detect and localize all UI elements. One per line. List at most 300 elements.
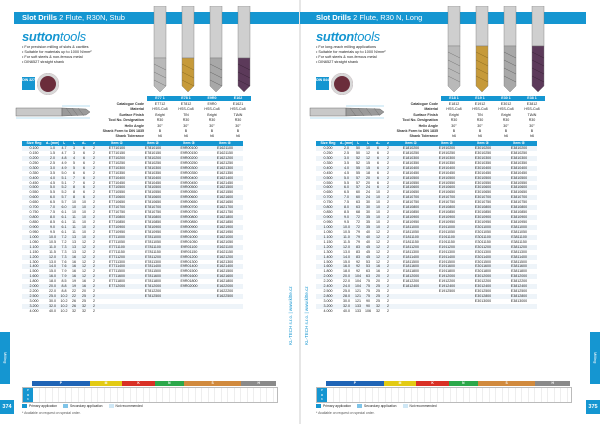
- table-cell: 10: [82, 234, 86, 239]
- spec-cell: R30: [502, 118, 510, 123]
- table-cell: 2: [93, 185, 95, 190]
- table-cell: 1.300: [29, 259, 39, 264]
- table-cell: E7710500: [108, 185, 126, 190]
- table-cell: 35: [366, 215, 370, 220]
- table-cell: 30.0: [343, 299, 350, 303]
- table-cell: E3011050: [474, 229, 492, 234]
- table-cell: 0.450: [323, 170, 333, 175]
- table-cell: 32: [376, 308, 380, 313]
- table-cell: 20.0: [343, 274, 350, 279]
- table-cell: E9R00200: [180, 155, 198, 160]
- table-cell: E1621050: [216, 239, 234, 244]
- table-cell: 6: [83, 155, 85, 160]
- table-cell: 2: [387, 294, 389, 299]
- tool-tialn-icon: [528, 6, 548, 92]
- table-cell: 12: [82, 259, 86, 264]
- table-cell: E9R00850: [180, 220, 198, 224]
- table-header-cell: l₂: [72, 141, 76, 145]
- table-cell: 2: [93, 175, 95, 180]
- table-cell: 1.300: [323, 249, 333, 254]
- table-cell: E7811800: [144, 279, 162, 284]
- table-header-cell: l₂: [366, 141, 370, 145]
- table-header-cell: l₁: [356, 141, 360, 145]
- table-cell: 40: [366, 234, 370, 239]
- spec-cell: E1912: [474, 102, 486, 107]
- table-header-cell: z: [387, 141, 389, 145]
- table-cell: 5.1: [61, 175, 67, 180]
- spec-cell: TiN: [477, 112, 483, 117]
- table-cell: 0.450: [29, 180, 39, 185]
- table-cell: E7811500: [144, 269, 162, 274]
- table-cell: 7.2: [61, 234, 67, 239]
- table-cell: E9R00750: [180, 210, 198, 215]
- table-cell: E9R00400: [180, 175, 198, 180]
- table-cell: 22.0: [49, 289, 56, 294]
- application-key-swatch: [109, 404, 114, 408]
- table-cell: 6.5: [344, 190, 349, 195]
- table-cell: E3811150: [511, 239, 527, 244]
- table-cell: 25.0: [343, 289, 350, 294]
- table-cell: 18.0: [343, 269, 350, 274]
- table-cell: 0.500: [323, 175, 333, 180]
- table-cell: 6: [377, 170, 379, 175]
- tool-images: [150, 6, 254, 92]
- spec-cell: R30: [208, 118, 216, 123]
- table-header-cell: Item ③: [183, 141, 195, 145]
- spec-row: [84, 128, 251, 133]
- table-cell: E7811200: [144, 254, 162, 259]
- table-cell: 12: [376, 229, 380, 234]
- table-cell: E1621350: [216, 170, 234, 175]
- table-cell: 53: [366, 264, 370, 269]
- table-cell: [465, 309, 501, 314]
- table-cell: 8.8: [61, 289, 67, 294]
- tool-images: [444, 6, 548, 92]
- spec-cell: B: [184, 129, 188, 134]
- table-cell: 40.0: [343, 308, 350, 313]
- application-key-label: Not recommended: [115, 404, 143, 408]
- table-cell: 14.0: [343, 254, 350, 259]
- table-cell: 1.500: [29, 269, 39, 274]
- application-key-swatch: [403, 404, 408, 408]
- table-cell: 45: [366, 244, 370, 249]
- table-cell: 2.0: [50, 155, 55, 160]
- table-cell: E7711050: [108, 239, 126, 244]
- table-header-cell: Item ②: [147, 141, 159, 145]
- table-cell: E7810350: [144, 170, 162, 175]
- table-cell: E7811050: [144, 239, 162, 244]
- application-key-item: [109, 404, 143, 408]
- table-cell: 52: [356, 155, 360, 160]
- table-cell: 25.0: [49, 294, 56, 299]
- table-cell: E3010750: [474, 200, 492, 205]
- table-cell: 22.0: [343, 279, 350, 284]
- table-cell: E1621250: [216, 160, 234, 165]
- table-cell: E7810400: [144, 175, 162, 180]
- table-cell: 16: [72, 254, 76, 259]
- table-cell: 0.750: [29, 210, 39, 215]
- table-cell: 0.300: [29, 165, 39, 170]
- table-cell: 75: [366, 294, 370, 299]
- table-cell: E3011200: [474, 244, 492, 249]
- table-cell: E1621650: [216, 200, 234, 205]
- table-cell: E3812200: [510, 279, 528, 284]
- table-cell: 2: [93, 294, 95, 299]
- table-row: [316, 309, 537, 314]
- table-cell: E9R01050: [180, 239, 198, 244]
- table-cell: 18: [366, 170, 370, 175]
- table-cell: 2: [93, 239, 95, 244]
- spec-cell: E3812: [526, 102, 538, 107]
- table-cell: 4.7: [61, 150, 67, 155]
- table-cell: 8.0: [50, 215, 55, 220]
- drill-end-view-icon: [331, 73, 353, 95]
- table-cell: 35: [366, 224, 370, 229]
- table-cell: 75: [366, 279, 370, 284]
- table-cell: 121: [355, 299, 361, 303]
- legend-material-group: S: [184, 381, 242, 386]
- table-cell: 0.200: [323, 145, 333, 150]
- table-cell: 4.000: [29, 308, 39, 313]
- table-cell: E7812000: [144, 284, 162, 289]
- table-cell: E3810450: [510, 170, 528, 175]
- table-cell: 10: [376, 220, 380, 224]
- table-cell: E1910800: [438, 205, 456, 210]
- table-cell: E1910500: [438, 175, 456, 180]
- table-cell: E9R00250: [180, 160, 198, 165]
- table-cell: E1810400: [402, 165, 420, 170]
- table-cell: 10.2: [60, 303, 68, 308]
- table-cell: E3810850: [510, 210, 528, 215]
- table-cell: 2.200: [323, 279, 333, 284]
- spec-header-cell: E78 1: [173, 96, 199, 101]
- table-cell: 63: [366, 269, 370, 274]
- table-cell: E1621600: [216, 274, 234, 279]
- feature-item: • DIN6527 straight shank: [316, 60, 386, 65]
- table-cell: 12: [366, 150, 370, 155]
- table-cell: 1.150: [323, 239, 333, 244]
- spec-table: [84, 96, 251, 139]
- table-cell: E1911200: [438, 244, 456, 249]
- table-cell: 0.750: [323, 200, 333, 205]
- table-cell: 13: [72, 249, 76, 254]
- table-cell: 19: [72, 279, 76, 284]
- table-cell: 12: [376, 249, 380, 254]
- table-cell: 6: [83, 170, 85, 175]
- table-cell: E3010650: [474, 190, 492, 195]
- table-cell: 10.2: [60, 294, 68, 299]
- spec-cell: 30°: [183, 123, 189, 128]
- table-cell: 12: [82, 249, 86, 254]
- table-cell: 0.650: [323, 190, 333, 195]
- spec-cell: 30°: [209, 123, 215, 128]
- table-cell: 16: [72, 274, 76, 279]
- table-cell: 6.1: [61, 220, 67, 224]
- table-cell: 2: [387, 229, 389, 234]
- table-cell: 30.0: [49, 299, 56, 303]
- table-cell: 2: [93, 229, 95, 234]
- table-cell: E3810550: [510, 180, 528, 185]
- spec-cell: R30: [182, 118, 190, 123]
- spec-cell: E9R0: [207, 102, 217, 107]
- spec-table: [378, 96, 545, 139]
- spec-cell: E7712: [154, 102, 166, 107]
- feature-list: [22, 45, 92, 65]
- table-cell: E1910750: [438, 200, 456, 205]
- table-cell: 0.600: [323, 185, 333, 190]
- table-cell: 79: [356, 229, 360, 234]
- spec-header-cell: E9R0: [199, 96, 225, 101]
- table-cell: E1910400: [438, 165, 456, 170]
- spec-cell: 30°: [451, 123, 457, 128]
- table-cell: 11.5: [343, 239, 350, 244]
- table-cell: E9R01100: [180, 244, 198, 249]
- table-cell: E1621100: [216, 145, 234, 150]
- table-cell: E1912400: [438, 284, 456, 289]
- table-cell: E7810900: [144, 224, 162, 229]
- table-cell: 2.0: [344, 145, 349, 150]
- table-cell: 2: [387, 269, 389, 274]
- table-cell: 22: [72, 289, 76, 294]
- table-cell: 2: [387, 308, 389, 313]
- table-cell: 25: [376, 294, 380, 299]
- legend-spacer: [316, 381, 326, 386]
- table-cell: 8: [73, 185, 75, 190]
- table-cell: 19: [72, 284, 76, 289]
- table-cell: 2: [93, 200, 95, 205]
- table-cell: E1810850: [402, 210, 420, 215]
- table-header-cell: Item ④: [219, 141, 231, 145]
- table-header-cell: Item ②: [441, 141, 453, 145]
- table-cell: E3810600: [510, 185, 528, 190]
- spec-label: Surface Finish: [413, 112, 438, 117]
- table-cell: 7.6: [61, 259, 67, 264]
- table-cell: E1911000: [438, 224, 456, 229]
- table-cell: 7.0: [344, 195, 349, 200]
- table-cell: 63: [366, 274, 370, 279]
- spec-cell: B: [236, 129, 240, 134]
- table-cell: 22: [72, 294, 76, 299]
- spec-cell: h6: [236, 134, 240, 139]
- spec-label: Catalogue Code: [116, 102, 144, 107]
- table-cell: 2: [93, 249, 95, 254]
- table-cell: 60: [356, 190, 360, 195]
- spec-cell: 30°: [235, 123, 241, 128]
- table-cell: 2.000: [323, 274, 333, 279]
- table-cell: 26: [72, 303, 76, 308]
- table-cell: 0.100: [29, 145, 39, 150]
- table-cell: 8: [73, 195, 75, 200]
- table-cell: E3011000: [474, 224, 492, 229]
- spec-cell: TiAlN: [233, 112, 243, 117]
- page-right: [300, 0, 600, 424]
- spec-header-cell: E38 1: [519, 96, 545, 101]
- table-cell: E1811100: [403, 234, 419, 239]
- table-cell: E9R01000: [180, 234, 198, 239]
- table-cell: 2: [93, 289, 95, 294]
- table-cell: 14.0: [49, 264, 56, 269]
- table-cell: E1621300: [216, 259, 234, 264]
- table-cell: E3010500: [474, 175, 492, 180]
- legend-row-label: P: [320, 388, 323, 392]
- table-cell: 7.3: [61, 254, 67, 259]
- spec-cell: B: [478, 129, 482, 134]
- table-cell: E3810700: [510, 195, 528, 200]
- table-cell: 133: [355, 308, 361, 313]
- table-cell: E1810950: [402, 220, 420, 224]
- material-legend: [316, 381, 572, 405]
- table-cell: 24.0: [343, 284, 350, 289]
- table-header-cell: d₁ (mm): [340, 141, 353, 145]
- spec-label: Catalogue Code: [410, 102, 438, 107]
- spec-cell: HSS-Co8: [178, 107, 194, 112]
- table-cell: E1621450: [216, 180, 234, 185]
- application-key-swatch: [357, 404, 362, 408]
- table-cell: 10: [376, 200, 380, 205]
- spec-label: Shank Form to DIN 1835: [102, 129, 144, 134]
- table-cell: 3.000: [323, 299, 333, 303]
- table-cell: E1910450: [438, 170, 456, 175]
- table-cell: 0.400: [29, 175, 39, 180]
- table-cell: 2: [387, 303, 389, 308]
- table-cell: E1621000: [216, 234, 234, 239]
- table-cell: E3810650: [510, 190, 528, 195]
- tool-tialn-icon: [234, 6, 254, 92]
- table-cell: 2: [387, 220, 389, 224]
- spec-cell: Bright: [155, 112, 165, 117]
- table-cell: E1910850: [438, 210, 456, 215]
- table-cell: 10: [82, 205, 86, 210]
- table-cell: 12: [82, 264, 86, 269]
- table-cell: 1.500: [323, 259, 333, 264]
- table-cell: 4.9: [61, 160, 67, 165]
- table-cell: 3.5: [50, 170, 55, 175]
- table-cell: E9R01500: [180, 269, 198, 274]
- table-cell: 12: [82, 244, 86, 249]
- table-cell: 7.5: [50, 210, 55, 215]
- table-cell: 5: [73, 160, 75, 165]
- table-cell: E7710100: [108, 145, 126, 150]
- table-cell: [429, 309, 465, 314]
- table-cell: E7710850: [108, 220, 126, 224]
- table-cell: E1810450: [402, 170, 420, 175]
- application-key-item: [22, 404, 57, 408]
- table-cell: 16.0: [343, 264, 350, 269]
- table-cell: E7711400: [108, 264, 126, 269]
- table-cell: E7712000: [108, 284, 126, 289]
- table-cell: E3010400: [474, 165, 492, 170]
- legend-cells: [33, 388, 277, 402]
- table-cell: 2: [387, 195, 389, 200]
- table-cell: 10: [72, 210, 76, 215]
- table-cell: E1911100: [439, 234, 455, 239]
- table-cell: 10: [82, 200, 86, 205]
- table-cell: E1811200: [402, 244, 420, 249]
- legend-material-group: K: [122, 381, 155, 386]
- table-cell: E1910900: [438, 215, 456, 220]
- table-cell: E1911800: [438, 269, 456, 274]
- table-cell: [99, 309, 135, 314]
- table-cell: 1.200: [323, 244, 333, 249]
- table-cell: 15.0: [49, 269, 56, 274]
- table-cell: E1811000: [402, 224, 420, 229]
- table-cell: 2: [387, 205, 389, 210]
- table-cell: 72: [356, 224, 360, 229]
- table-cell: 20.0: [49, 284, 56, 289]
- table-cell: 0.800: [29, 215, 39, 220]
- table-row: [22, 309, 243, 314]
- spec-row: [378, 112, 545, 117]
- table-cell: E7810150: [144, 150, 162, 155]
- table-cell: 16: [72, 264, 76, 269]
- table-cell: E1811300: [402, 249, 420, 254]
- table-cell: E1621750: [216, 210, 234, 215]
- table-cell: E7811600: [144, 274, 162, 279]
- table-cell: E1621200: [216, 254, 234, 259]
- table-cell: 57: [356, 180, 360, 185]
- table-cell: 2: [387, 274, 389, 279]
- table-cell: E3810800: [510, 205, 528, 210]
- table-cell: 2: [387, 244, 389, 249]
- spec-cell: B: [452, 129, 456, 134]
- table-cell: 6: [83, 175, 85, 180]
- table-cell: 2: [93, 145, 95, 150]
- table-cell: E1622000: [216, 284, 234, 289]
- table-cell: E1810500: [402, 175, 420, 180]
- table-cell: E1811600: [402, 264, 420, 269]
- table-cell: E1811500: [402, 259, 420, 264]
- table-cell: 5.7: [61, 200, 67, 205]
- table-cell: E9R00350: [180, 170, 198, 175]
- table-cell: 11: [72, 220, 76, 224]
- legend-row-labels: [23, 388, 33, 402]
- table-cell: 7.5: [344, 200, 349, 205]
- table-header-cell: l₁: [62, 141, 66, 145]
- table-cell: 0.650: [29, 200, 39, 205]
- table-cell: 2: [387, 234, 389, 239]
- table-cell: E7810100: [144, 145, 162, 150]
- table-cell: 2: [387, 210, 389, 215]
- table-cell: E3812800: [510, 294, 528, 299]
- table-cell: E1621400: [216, 175, 234, 180]
- table-cell: E3813000: [510, 299, 528, 303]
- table-cell: E1811400: [402, 254, 420, 259]
- table-cell: 2: [387, 279, 389, 284]
- table-cell: 5: [73, 165, 75, 170]
- table-cell: 1.100: [29, 244, 39, 249]
- table-cell: 2: [387, 175, 389, 180]
- table-cell: E9R01200: [180, 254, 198, 259]
- spec-cell: HSS-Co8: [230, 107, 246, 112]
- side-text: KL-TECH s.r.o. | www.kltte.cz: [288, 286, 293, 345]
- table-cell: 4: [73, 155, 75, 160]
- table-cell: E7810600: [144, 195, 162, 200]
- table-cell: E7710600: [108, 195, 126, 200]
- table-cell: E3811100: [511, 234, 527, 239]
- table-cell: E1911600: [438, 264, 456, 269]
- tool-bright-2-icon: [500, 6, 520, 92]
- table-cell: E1621600: [216, 195, 234, 200]
- table-cell: E7710150: [108, 150, 126, 155]
- spec-header-cell: E18 1: [441, 96, 467, 101]
- spec-cell: h6: [504, 134, 508, 139]
- application-key-label: Secondary application: [70, 404, 103, 408]
- table-cell: E1811150: [403, 239, 419, 244]
- spec-cell: R30: [156, 118, 164, 123]
- table-cell: E3012000: [474, 274, 492, 279]
- table-cell: 12: [376, 239, 380, 244]
- table-cell: E3012400: [474, 284, 492, 289]
